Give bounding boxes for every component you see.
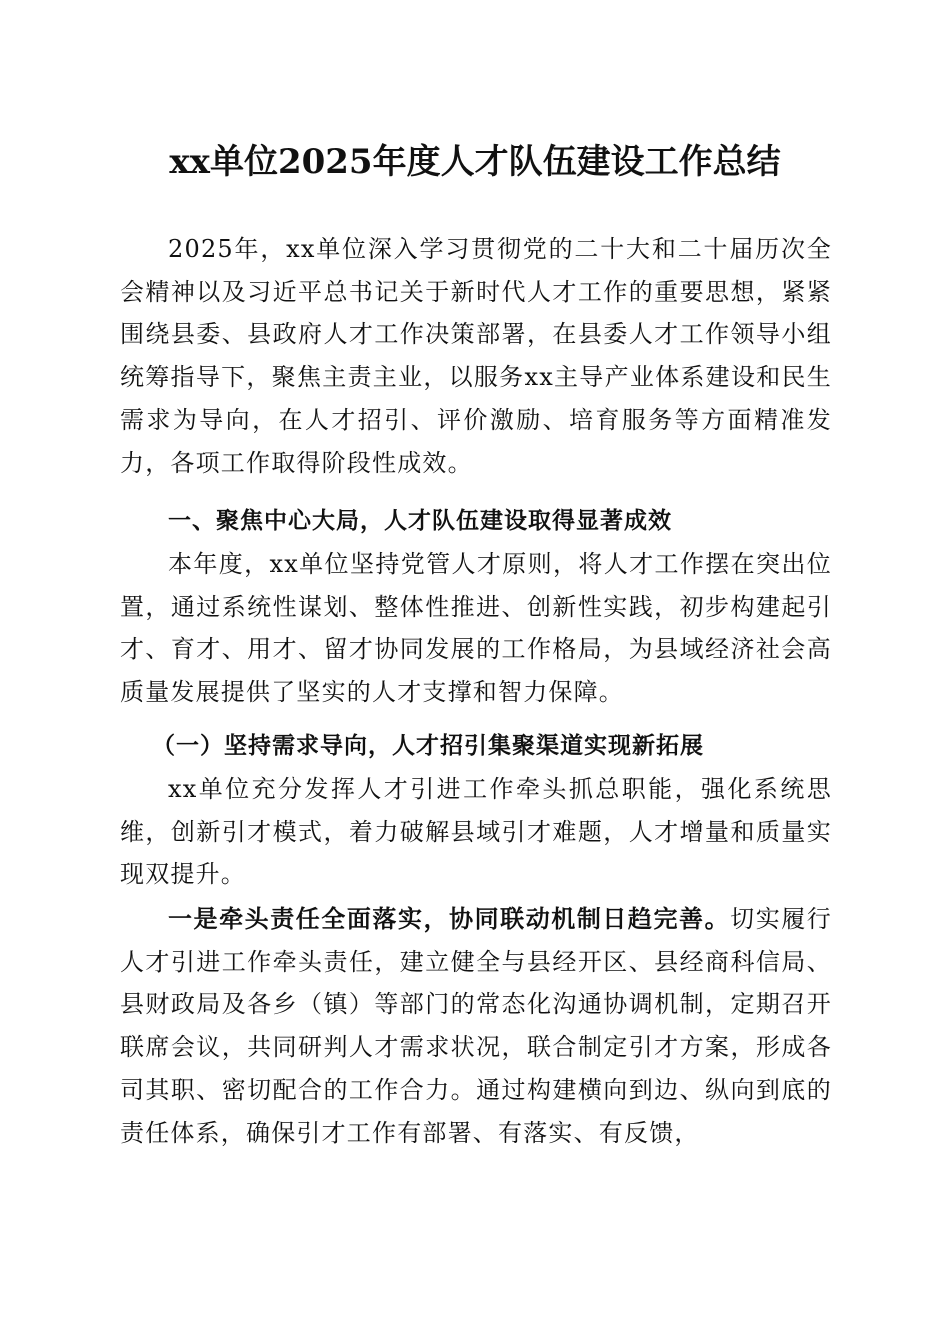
subsection-heading-1: （一）坚持需求导向，人才招引集聚渠道实现新拓展 xyxy=(152,732,704,759)
point-1-paragraph xyxy=(120,898,832,1154)
intro-paragraph: 2025年，xx单位深入学习贯彻党的二十大和二十届历次全会精神以及习近平总书记关于新时代人才工作的重要思想，紧紧围绕县委、县政府人才工作决策部署，在县委人才工作领导小组统筹指导下，聚焦主责主业，以服务xx主导产业体系建设和民生需求为导向，在人才招引、评价激励、培育服务等方面精准发力，各项工作取得阶段性成效。 xyxy=(120,235,832,477)
subsection-1-paragraph: xx单位充分发挥人才引进工作牵头抓总职能，强化系统思维，创新引才模式，着力破解县域引才难题，人才增量和质量实现双提升。 xyxy=(120,775,832,889)
point-1-lead: 一是牵头责任全面落实，协同联动机制日趋完善。 xyxy=(168,904,731,933)
page-title: xx单位2025年度人才队伍建设工作总结 xyxy=(169,142,781,182)
section-heading-1: 一、聚焦中心大局，人才队伍建设取得显著成效 xyxy=(168,508,672,534)
point-1-text: 切实履行人才引进工作牵头责任，建立健全与县经开区、县经商科信局、县财政局及各乡（镇）等部门的常态化沟通协调机制，定期召开联席会议，共同研判人才需求状况，联合制定引才方案，形成各司其职、密切配合的工作合力。通过构建横向到边、纵向到底的责任体系，确保引才工作有部署、有落实、有反馈， xyxy=(120,905,832,1147)
section-1-paragraph: 本年度，xx单位坚持党管人才原则，将人才工作摆在突出位置，通过系统性谋划、整体性推进、创新性实践，初步构建起引才、育才、用才、留才协同发展的工作格局，为县域经济社会高质量发展提供了坚实的人才支撑和智力保障。 xyxy=(120,550,832,707)
